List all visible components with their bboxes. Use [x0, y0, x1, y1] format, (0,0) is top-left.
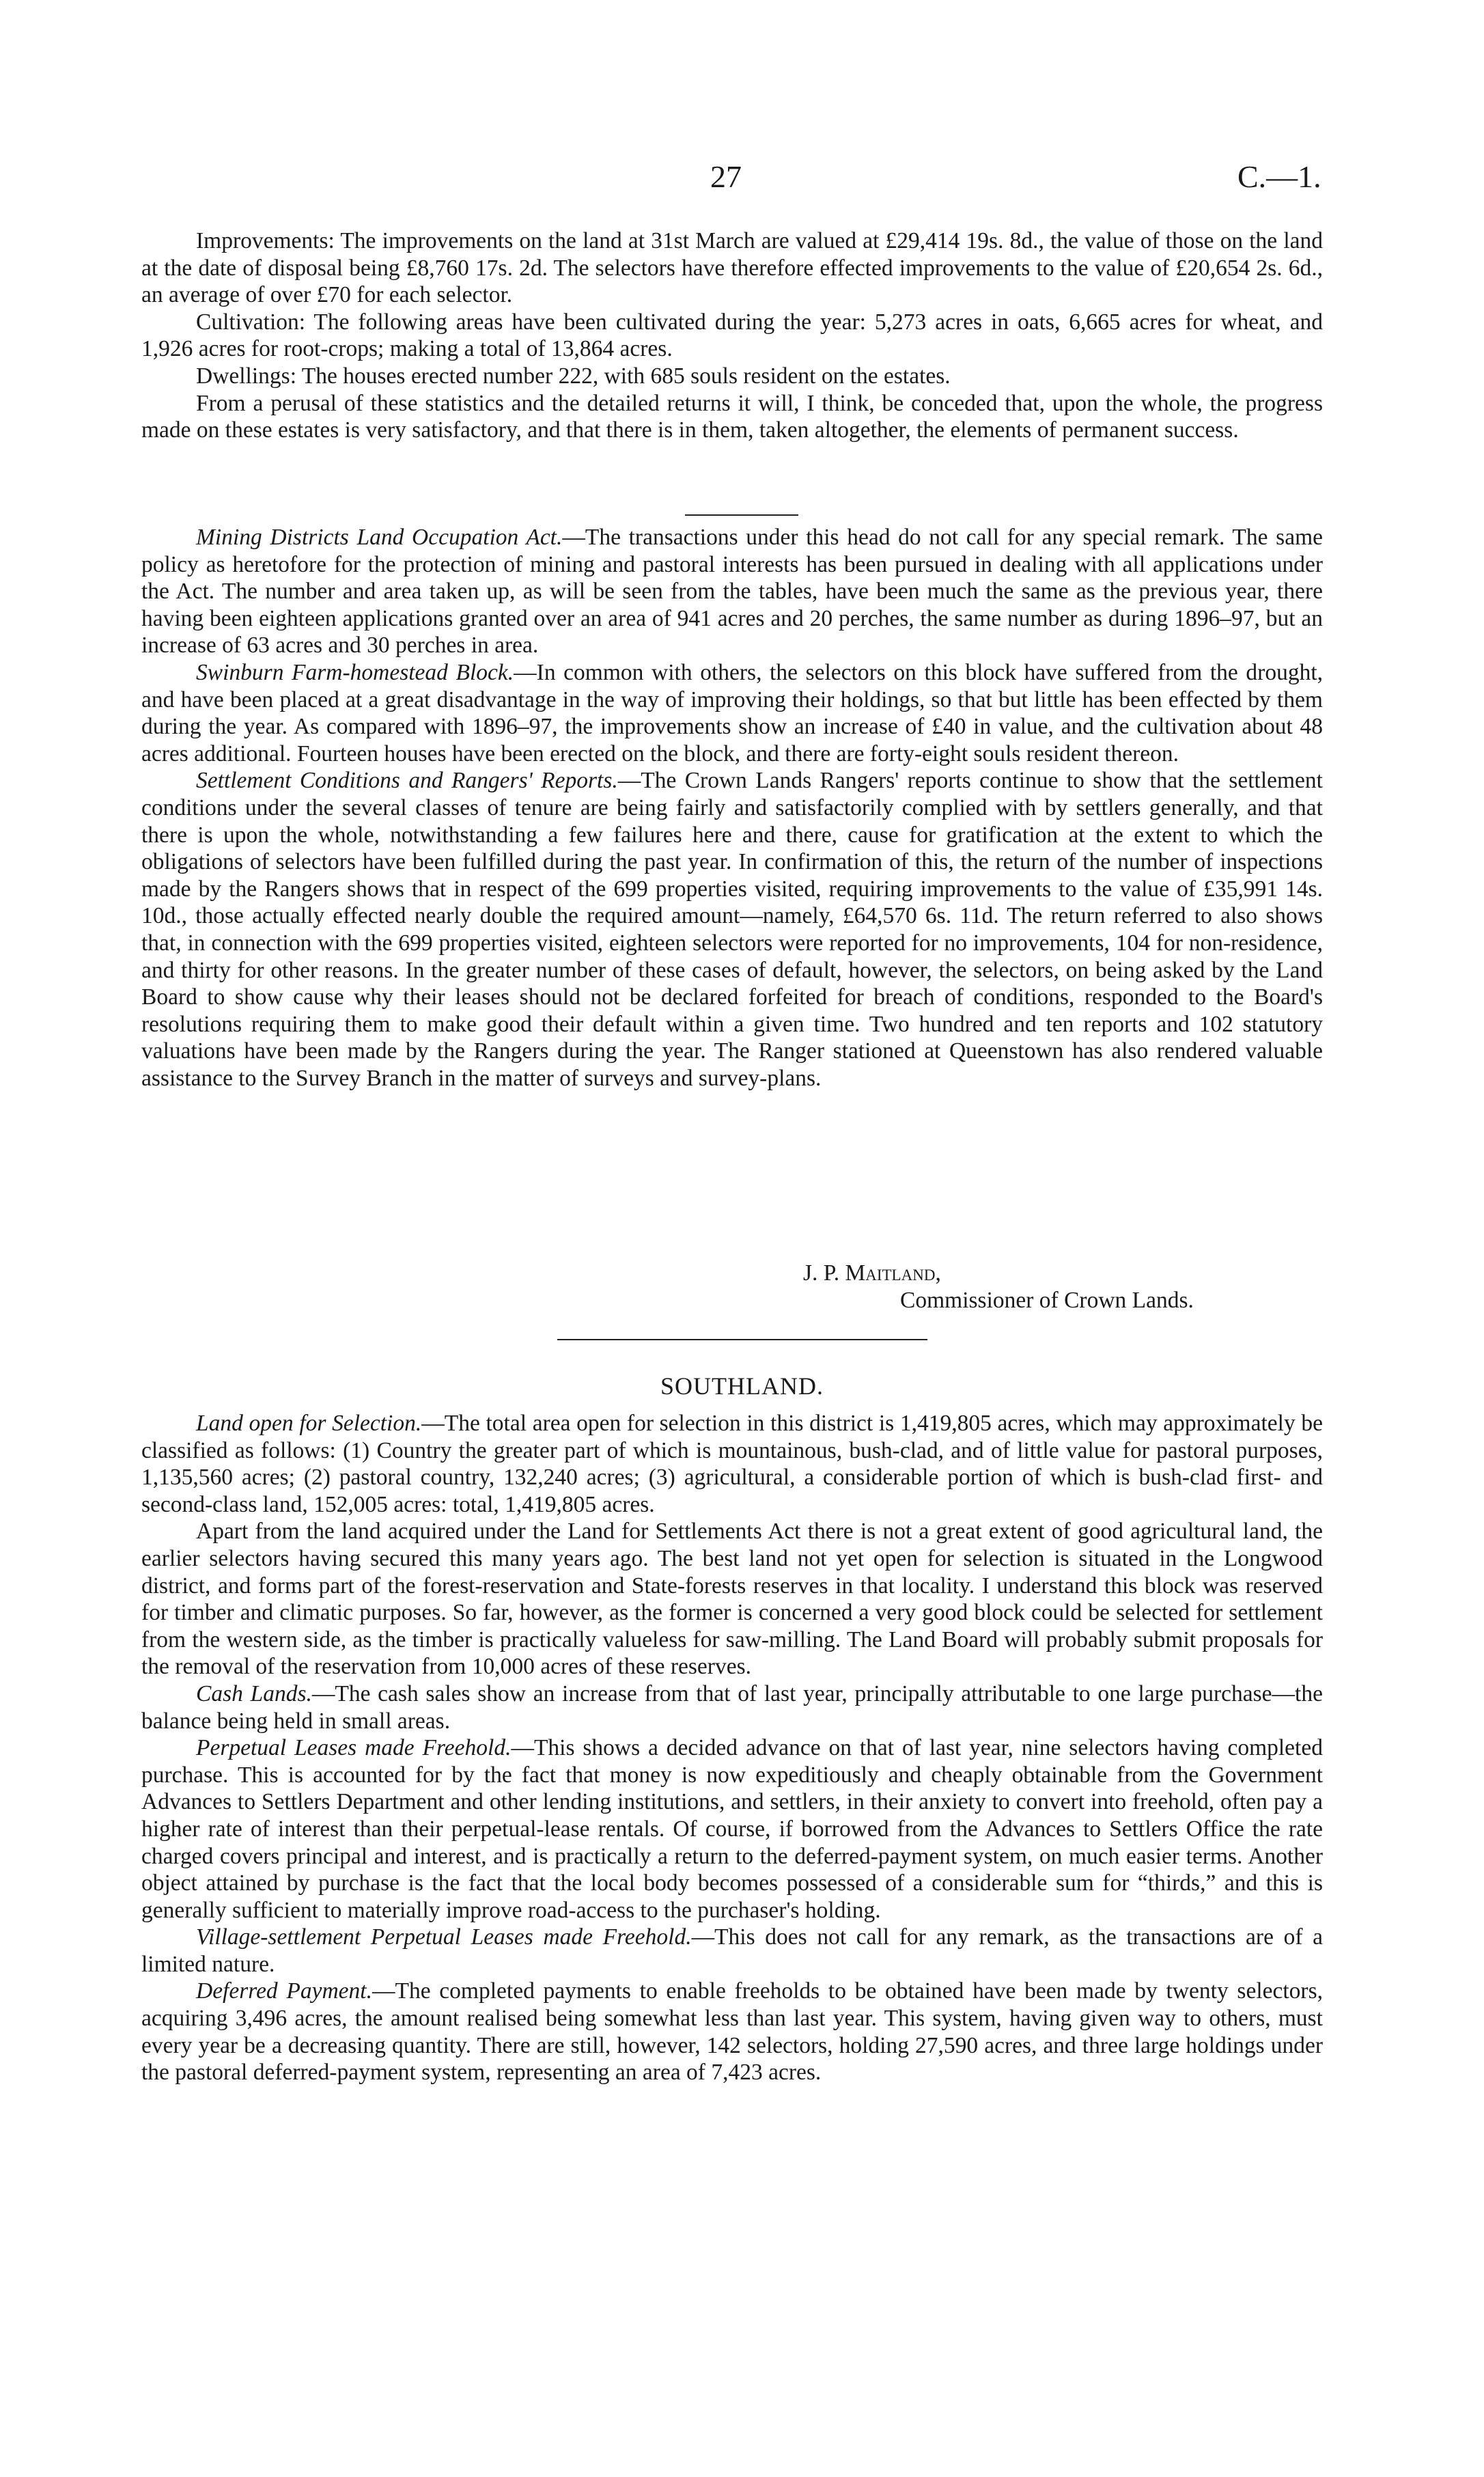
paragraph: Cash Lands.—The cash sales show an increase from that of last year, principally attributable to one large purchase—the balance being held in small areas. — [141, 1680, 1323, 1734]
paragraph: Swinburn Farm-homestead Block.—In common with others, the selectors on this block have suffered from the drought, and have been placed at a great disadvantage in the way of improving their holdings, so that but little has been effected by them during the year. As compared with 1896–97, the improvements show an increase of £40 in value, and the cultivation about 48 acres additional. Fourteen houses have been erected on the block, and there are forty-eight souls resident thereon. — [141, 659, 1323, 766]
paragraph-heading: Cash Lands. — [196, 1680, 312, 1706]
paragraph: Mining Districts Land Occupation Act.—The transactions under this head do not call for any special remark. The same policy as heretofore for the protection of mining and pastoral interests has been pursued in dealing with all applications under the Act. The number and area taken up, as will be seen from the tables, have been much the same as the previous year, there having been eighteen applications granted over an area of 941 acres and 20 perches, the same number as during 1896–97, but an increase of 63 acres and 30 perches in area. — [141, 525, 1323, 659]
paragraph: From a perusal of these statistics and the detailed returns it will, I think, be conceded that, upon the whole, the progress made on these estates is very satisfactory, and that there is in them, taken altogether, the elements of permanent success. — [141, 390, 1323, 443]
document-reference: C.—1. — [1237, 159, 1321, 194]
paragraph-heading: Mining Districts Land Occupation Act. — [196, 525, 563, 550]
paragraph-heading: Swinburn Farm-homestead Block. — [196, 659, 514, 685]
paragraph: Deferred Payment.—The completed payments to enable freeholds to be obtained have been made by twenty selectors, acquiring 3,496 acres, the amount realised being somewhat less than last year. This system, having given way to others, must every year be a decreasing quantity. There are still, however, 142 selectors, holding 27,590 acres, and three large holdings under the pastoral deferred-payment system, representing an area of 7,423 acres. — [141, 1978, 1323, 2086]
paragraph: Dwellings: The houses erected number 222, with 685 souls resident on the estates. — [196, 363, 951, 389]
short-divider — [685, 514, 798, 516]
page-header — [0, 158, 1484, 199]
middle-section — [141, 524, 1323, 1092]
paragraph: Perpetual Leases made Freehold.—This shows a decided advance on that of last year, nine selectors having completed purchase. This is accounted for by the fact that money is now expeditiously and cheaply obtainable from the Government Advances to Settlers Department and other lending institutions, and settlers, in their anxiety to convert into freehold, often pay a higher rate of interest than their perpetual-lease rentals. Of course, if borrowed from the Advances to Settlers Office the rate charged covers principal and interest, and is practically a return to the deferred-payment system, on much easier terms. Another object attained by purchase is the fact that the local body becomes possessed of a considerable sum for “thirds,” and this is generally sufficient to materially improve road-access to the purchaser's holding. — [141, 1735, 1323, 1923]
paragraph-heading: Land open for Selection. — [196, 1411, 422, 1436]
paragraph: Cultivation: The following areas have been cultivated during the year: 5,273 acres in oats, 6,665 acres for wheat, and 1,926 acres for root-crops; making a total of 13,864 acres. — [141, 309, 1323, 362]
paragraph: Improvements: The improvements on the land at 31st March are valued at £29,414 19s. 8d., the value of those on the land at the date of disposal being £8,760 17s. 2d. The selectors have therefore effected improvements to the value of £20,654 2s. 6d., an average of over £70 for each selector. — [141, 228, 1323, 308]
signature-title: Commissioner of Crown Lands. — [900, 1288, 1194, 1313]
top-section — [141, 227, 1323, 444]
section-title: SOUTHLAND. — [660, 1372, 824, 1400]
paragraph: Apart from the land acquired under the Land for Settlements Act there is not a great extent of good agricultural land, the earlier selectors having secured this many years ago. The best land not yet open for selection is situated in the Longwood district, and forms part of the forest-reservation and State-forests reserves in that locality. I understand this block was reserved for timber and climatic purposes. So far, however, as the former is concerned a very good block could be selected for settlement from the western side, as the timber is practically valueless for saw-milling. The Land Board will probably submit proposals for the removal of the reservation from 10,000 acres of these reserves. — [141, 1519, 1323, 1680]
paragraph-heading: Settlement Conditions and Rangers' Reports. — [196, 768, 618, 794]
paragraph: Village-settlement Perpetual Leases made Freehold.—This does not call for any remark, as the transactions are of a limited nature. — [141, 1924, 1324, 1977]
page-number: 27 — [710, 159, 742, 194]
paragraph-heading: Village-settlement Perpetual Leases made Freehold. — [196, 1924, 692, 1950]
signature-name: J. P. Maitland, — [803, 1260, 941, 1286]
paragraph-heading: Perpetual Leases made Freehold. — [196, 1735, 512, 1761]
paragraph: Settlement Conditions and Rangers' Reports.—The Crown Lands Rangers' reports continue to show that the settlement conditions under the several classes of tenure are being fairly and satisfactorily complied with by settlers generally, and that there is upon the whole, notwithstanding a few failures here and there, cause for gratification at the extent to which the obligations of selectors have been fulfilled during the past year. In confirmation of this, the return of the number of inspections made by the Rangers shows that in respect of the 699 properties visited, requiring improvements to the value of £35,991 14s. 10d., those actually effected nearly double the required amount—namely, £64,570 6s. 11d. The return referred to also shows that, in connection with the 699 properties visited, eighteen selectors were reported for no improvements, 104 for non-residence, and thirty for other reasons. In the greater number of these cases of default, however, the selectors, on being asked by the Land Board to show cause why their leases should not be declared forfeited for breach of conditions, responded to the Board's resolutions requiring them to make good their default within a given time. Two hundred and ten reports and 102 statutory valuations have been made by the Rangers during the year. The Ranger stationed at Queenstown has also rendered valuable assistance to the Survey Branch in the matter of surveys and survey-plans. — [141, 768, 1323, 1091]
southland-section — [141, 1410, 1323, 2086]
paragraph: Land open for Selection.—The total area open for selection in this district is 1,419,805 acres, which may approximately be classified as follows: (1) Country the greater part of which is mountainous, bush-clad, and of little value for pastoral purposes, 1,135,560 acres; (2) pastoral country, 132,240 acres; (3) agricultural, a considerable portion of which is bush-clad first- and second-class land, 152,005 acres: total, 1,419,805 acres. — [141, 1411, 1324, 1517]
section-divider — [557, 1339, 927, 1340]
paragraph-heading: Deferred Payment. — [196, 1978, 372, 2004]
